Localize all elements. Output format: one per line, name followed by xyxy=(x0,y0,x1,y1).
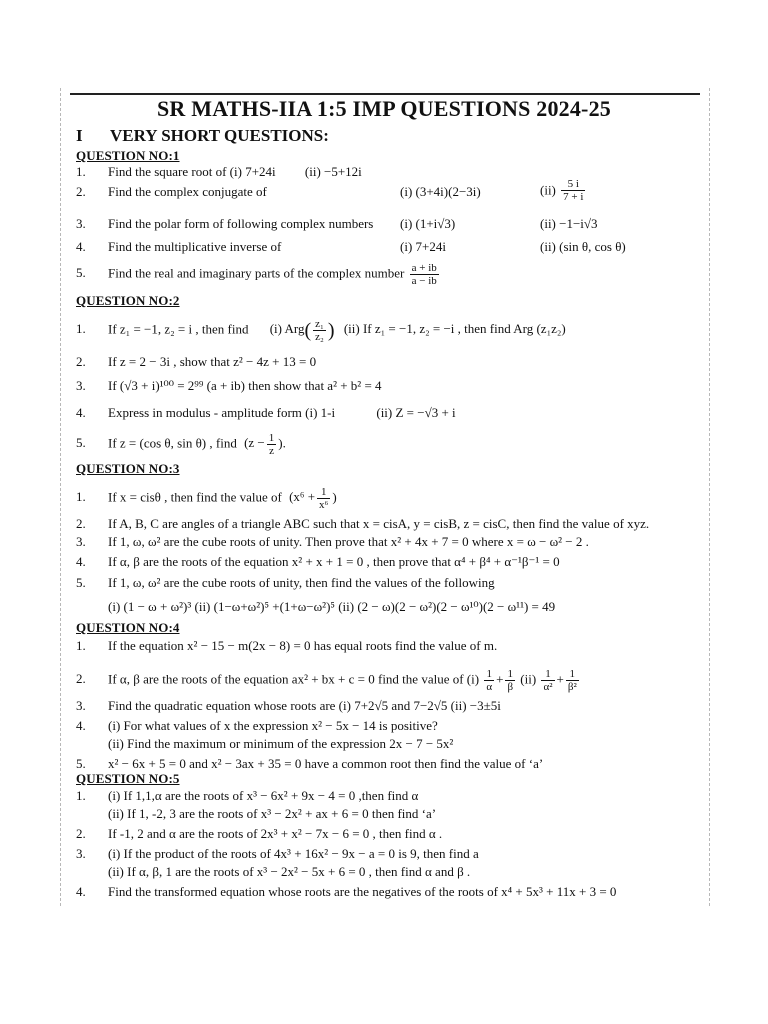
page-title: SR MATHS-IIA 1:5 IMP QUESTIONS 2024-25 xyxy=(157,96,611,121)
q2-item-1: 1. If z₁ = −1, z₂ = i , then find (i) Arg( $\frac{\text{z₁}}{\text{z₂}}$ ) (ii) If z₁ = −1, z₂ = −i , then find Arg (z₁z₂) xyxy=(76,318,566,343)
item-text: If 1, ω, ω² are the cube roots of unity. Then prove that x² + 4x + 7 = 0 where x = ω − ω² − 2 . xyxy=(108,534,589,549)
item-text: If x = cisθ , then find the value of xyxy=(108,489,282,505)
item-number: 3. xyxy=(76,846,86,861)
item-number: 5. xyxy=(76,575,86,590)
item-text: Find the multiplicative inverse of xyxy=(108,239,282,254)
fraction-numerator: 5 i xyxy=(561,178,585,191)
section-title: VERY SHORT QUESTIONS: xyxy=(110,126,329,145)
fraction-numerator: 1 xyxy=(317,486,330,499)
fraction xyxy=(410,262,439,287)
q1-item-2-option-2 xyxy=(540,178,587,203)
item-number: 2. xyxy=(76,354,86,369)
expression-suffix: ). xyxy=(278,435,286,451)
fraction xyxy=(484,668,494,693)
question-3-heading: QUESTION NO:3 xyxy=(76,461,180,476)
fraction-numerator: a + ib xyxy=(411,262,437,274)
fraction-numerator: 1 xyxy=(566,668,579,681)
fraction-denominator: β xyxy=(507,681,514,693)
option-label: (ii) xyxy=(520,671,537,687)
q1-item-3-option-1: (i) (1+i√3) xyxy=(400,216,456,231)
item-number: 1. xyxy=(76,164,86,179)
item-text: If z₁ = −1, z₂ = i , then find xyxy=(108,321,249,337)
fraction-numerator: 1 xyxy=(268,432,275,444)
item-number: 1. xyxy=(76,638,86,653)
q5-item-4 xyxy=(76,884,616,900)
item-text: If -1, 2 and α are the roots of 2x³ + x² − 7x − 6 = 0 , then find α . xyxy=(108,826,443,841)
item-number: 5. xyxy=(76,435,86,451)
q1-item-3 xyxy=(76,216,373,232)
q5-item-3-part-2 xyxy=(76,864,470,880)
item-number: 4. xyxy=(76,718,86,733)
top-rule xyxy=(70,93,700,95)
fraction xyxy=(313,318,326,343)
plus-sign: + xyxy=(496,671,504,687)
item-number: 2. xyxy=(76,826,86,841)
expression-suffix: ) xyxy=(332,489,337,505)
fraction-denominator: 7 + i xyxy=(563,191,584,203)
q4-item-5 xyxy=(76,756,543,772)
item-number: 4. xyxy=(76,405,86,420)
item-option: (ii) Z = −√3 + i xyxy=(376,405,456,420)
q3-item-4 xyxy=(76,554,560,570)
q1-item-2-option-1: (i) (3+4i)(2−3i) xyxy=(400,184,481,199)
item-number: 4. xyxy=(76,239,86,254)
plus-sign: + xyxy=(556,671,564,687)
fraction xyxy=(566,668,579,693)
item-text: If (√3 + i)¹⁰⁰ = 2⁹⁹ (a + ib) then show that a² + b² = 4 xyxy=(108,378,382,393)
item-text: (i) If the product of the roots of 4x³ + 16x² − 9x − a = 0 is 9, then find a xyxy=(108,846,479,861)
item-option: (ii) If z₁ = −1, z₂ = −i , then find Arg (z₁z₂) xyxy=(343,321,566,337)
item-text: (i) For what values of x the expression x² − 5x − 14 is positive? xyxy=(108,718,438,733)
option-label: (ii) xyxy=(540,182,556,198)
item-text: Express in modulus - amplitude form (i) 1-i xyxy=(108,405,336,420)
q5-item-3 xyxy=(76,846,479,862)
fraction xyxy=(317,486,330,511)
expression-prefix: (x⁶ + xyxy=(289,489,316,505)
item-text: (ii) If 1, -2, 3 are the roots of x³ − 2x² + ax + 6 = 0 then find ‘a’ xyxy=(108,806,437,821)
item-text: (i) If 1,1,α are the roots of x³ − 6x² + 9x − 4 = 0 ,then find α xyxy=(108,788,419,803)
item-number: 3. xyxy=(76,216,86,231)
item-text: (ii) Find the maximum or minimum of the expression 2x − 7 − 5x² xyxy=(108,736,454,751)
fraction-numerator: 1 xyxy=(484,668,494,681)
item-number: 2. xyxy=(76,671,86,687)
q1-item-4 xyxy=(76,239,281,255)
q3-item-1 xyxy=(76,486,337,511)
item-number: 4. xyxy=(76,554,86,569)
fraction-numerator: 1 xyxy=(505,668,515,681)
item-number: 1. xyxy=(76,489,86,505)
q1-item-5 xyxy=(76,262,441,287)
section-heading xyxy=(76,126,329,146)
q2-item-3 xyxy=(76,378,382,394)
item-text: x² − 6x + 5 = 0 and x² − 3ax + 35 = 0 have a common root then find the value of ‘a’ xyxy=(108,756,544,771)
q1-item-1 xyxy=(76,164,362,180)
q4-item-4 xyxy=(76,718,438,734)
q4-item-3 xyxy=(76,698,501,714)
q2-item-4 xyxy=(76,405,456,421)
item-text: Find the complex conjugate of xyxy=(108,184,267,199)
item-text: If α, β are the roots of the equation x² + x + 1 = 0 , then prove that α⁴ + β⁴ + α⁻¹β⁻¹ = 0 xyxy=(108,554,560,569)
fraction-denominator: z xyxy=(269,445,274,457)
q5-item-1-part-2 xyxy=(76,806,436,822)
item-text: Find the transformed equation whose roots are the negatives of the roots of x⁴ + 5x³ + 11x + 3 = 0 xyxy=(108,884,617,899)
q3-item-5-parts xyxy=(76,599,555,615)
item-text: Find the quadratic equation whose roots are (i) 7+2√5 and 7−2√5 (ii) −3±5i xyxy=(108,698,501,713)
item-number: 2. xyxy=(76,516,86,531)
question-5-heading: QUESTION NO:5 xyxy=(76,771,180,786)
q1-item-4-option-1: (i) 7+24i xyxy=(400,239,446,254)
item-number: 5. xyxy=(76,265,86,281)
q4-item-4-part-2 xyxy=(76,736,453,752)
item-text: If α, β are the roots of the equation ax² + bx + c = 0 find the value of (i) xyxy=(108,671,480,687)
question-2-heading: QUESTION NO:2 xyxy=(76,293,180,308)
item-text: If z = (cos θ, sin θ) , find xyxy=(108,435,237,451)
item-number: 4. xyxy=(76,884,86,899)
item-number: 3. xyxy=(76,378,86,393)
q2-item-5 xyxy=(76,432,286,457)
item-number: 1. xyxy=(76,321,86,337)
fraction xyxy=(561,178,585,203)
q1-item-4-option-2: (ii) (sin θ, cos θ) xyxy=(540,239,626,254)
fraction-denominator: α² xyxy=(543,681,553,693)
q1-item-3-option-2: (ii) −1−i√3 xyxy=(540,216,598,231)
item-number: 3. xyxy=(76,698,86,713)
item-text: If A, B, C are angles of a triangle ABC such that x = cisA, y = cisB, z = cisC, then find the value of xyz. xyxy=(108,516,650,531)
item-number: 1. xyxy=(76,788,86,803)
question-4-heading: QUESTION NO:4 xyxy=(76,620,180,635)
item-text: Find the square root of (i) 7+24i xyxy=(108,164,276,179)
item-text: Find the polar form of following complex numbers xyxy=(108,216,374,231)
fraction-numerator: z₁ xyxy=(315,318,324,330)
fraction-denominator: β² xyxy=(567,681,577,693)
fraction xyxy=(541,668,554,693)
item-text: If the equation x² − 15 − m(2x − 8) = 0 has equal roots find the value of m. xyxy=(108,638,498,653)
q5-item-1 xyxy=(76,788,418,804)
q3-item-2 xyxy=(76,516,649,532)
fraction xyxy=(267,432,277,457)
q4-item-1 xyxy=(76,638,497,654)
q3-item-5 xyxy=(76,575,495,591)
item-option: (i) Arg xyxy=(269,321,305,337)
item-text: (ii) If α, β, 1 are the roots of x³ − 2x² − 5x + 6 = 0 , then find α and β . xyxy=(108,864,471,879)
question-1-heading: QUESTION NO:1 xyxy=(76,148,180,163)
item-text: If 1, ω, ω² are the cube roots of unity, then find the values of the following xyxy=(108,575,495,590)
q1-item-2 xyxy=(76,184,267,200)
fraction xyxy=(505,668,515,693)
section-roman: I xyxy=(76,126,83,145)
item-number: 5. xyxy=(76,756,86,771)
q5-item-2 xyxy=(76,826,442,842)
fraction-denominator: z₂ xyxy=(315,331,324,343)
fraction-numerator: 1 xyxy=(541,668,554,681)
expression-prefix: (z − xyxy=(244,435,265,451)
item-number: 3. xyxy=(76,534,86,549)
item-text: Find the real and imaginary parts of the complex number xyxy=(108,265,405,281)
item-text: If z = 2 − 3i , show that z² − 4z + 13 = 0 xyxy=(108,354,317,369)
q3-item-3 xyxy=(76,534,589,550)
fraction-denominator: α xyxy=(486,681,493,693)
item-number: 2. xyxy=(76,184,86,199)
item-text: (i) (1 − ω + ω²)³ (ii) (1−ω+ω²)⁵ +(1+ω−ω²)⁵ (ii) (2 − ω)(2 − ω²)(2 − ω¹⁰)(2 − ω¹¹) = 49 xyxy=(108,599,556,614)
fraction-denominator: x⁶ xyxy=(319,499,329,511)
fraction-denominator: a − ib xyxy=(411,275,437,287)
q2-item-2 xyxy=(76,354,316,370)
item-option: (ii) −5+12i xyxy=(304,164,362,179)
q4-item-2 xyxy=(76,668,581,693)
